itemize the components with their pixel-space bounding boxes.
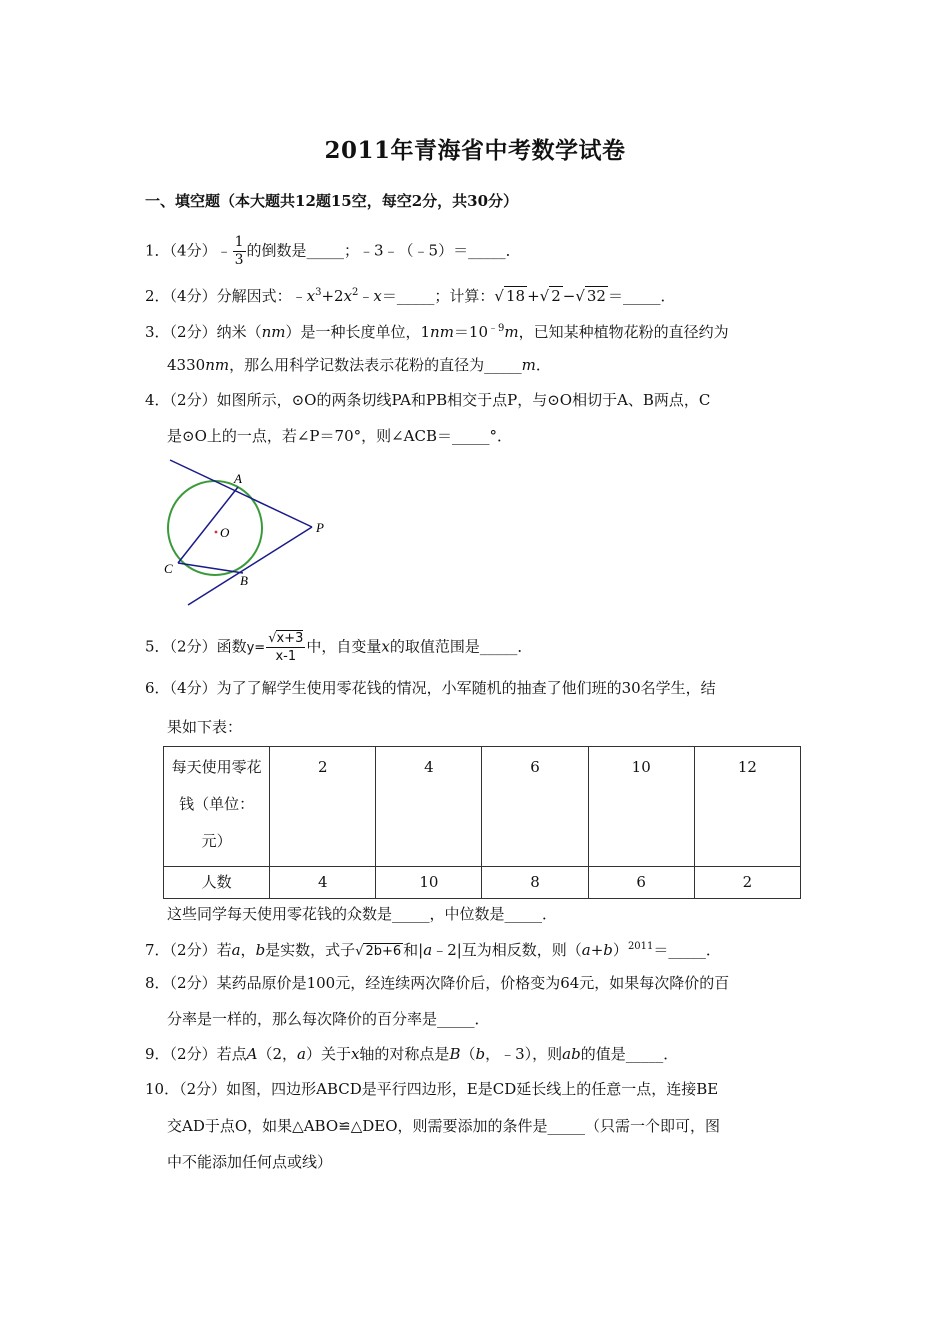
tangent-line-pb (188, 527, 312, 605)
table-cell: 2 (694, 867, 800, 899)
tangent-circle-figure (160, 455, 340, 610)
table-row-money (164, 747, 801, 867)
label-p: P (316, 520, 324, 535)
chord-cb (178, 563, 243, 573)
page-title: 2011年青海省中考数学试卷 (324, 137, 626, 164)
question-3-line-2: 4330nm，那么用科学记数法表示花粉的直径为_____m． (167, 356, 551, 374)
pocket-money-table (163, 746, 801, 899)
fraction-one-third: $\frac{1}{3}$ (234, 234, 244, 268)
table-cell: 4 (270, 867, 376, 899)
table-cell: 8 (482, 867, 588, 899)
question-10: 10．（2分）如图，四边形ABCD是平行四边形，E是CD延长线上的任意一点，连接BE (145, 1080, 719, 1098)
label-o: O (220, 525, 230, 540)
table-cell: 6 (482, 747, 588, 867)
table-cell: 4 (376, 747, 482, 867)
question-8-line-2: 分率是一样的，那么每次降价的百分率是_____． (167, 1010, 490, 1028)
table-cell: 10 (588, 747, 694, 867)
sqrt-32: √ 32 (575, 287, 606, 305)
sqrt-18: √ 18 (494, 287, 526, 305)
circle-o (168, 481, 262, 575)
label-a: A (234, 471, 242, 486)
table-cell: 10 (376, 867, 482, 899)
question-7: 7．（2分）若a，b是实数，式子√ 2b+6 和|a﹣2|互为相反数，则$(a+b)^{2011}=\_\_\_\_\_$． (145, 937, 721, 962)
question-1: 1．（4分）﹣ $\frac{1}{3}$ 的倒数是_____；﹣3﹣（﹣5）＝_____． (145, 234, 521, 268)
table-header-money: 每天使用零花 钱（单位： 元） (164, 747, 270, 867)
center-point-o (215, 531, 218, 534)
function-fraction: $\frac{√x+3}{x-1}$ (268, 631, 304, 664)
table-row-count (164, 867, 801, 899)
question-10-line-3: 中不能添加任何点或线） (167, 1153, 333, 1171)
question-6: 6．（4分）为了了解学生使用零花钱的情况，小军随机的抽查了他们班的30名学生，结 (145, 679, 716, 697)
table-cell: 12 (694, 747, 800, 867)
label-c: C (164, 561, 173, 576)
question-4-line-2: 是⊙O上的一点，若∠P＝70°，则∠ACB＝_____°． (167, 427, 513, 445)
label-b: B (240, 573, 248, 588)
question-6-after-table: 这些同学每天使用零花钱的众数是_____，中位数是_____． (167, 905, 558, 923)
question-6-line-2: 果如下表： (167, 718, 243, 736)
question-5: 5．（2分）函数y= $\frac{√x+3}{x-1}$ 中，自变量x的取值范围是_____． (145, 631, 533, 664)
section-heading: 一、填空题（本大题共12题15空，每空2分，共30分） (145, 192, 519, 210)
table-cell: 2 (270, 747, 376, 867)
sqrt-2b-plus-6: √ 2b+6 (355, 944, 402, 959)
table-cell: 6 (588, 867, 694, 899)
question-3: 3．（2分）纳米（nm）是一种长度单位，$1nm=10^{﹣9}m$，已知某种植物花粉的直径约为 (145, 323, 729, 341)
question-9: 9．（2分）若点A（2，a）关于x轴的对称点是B（b，﹣3），则ab的值是_____． (145, 1045, 679, 1063)
sqrt-2: √ 2 (539, 287, 561, 305)
table-header-count: 人数 (164, 867, 270, 899)
question-4: 4．（2分）如图所示，⊙O的两条切线PA和PB相交于点P，与⊙O相切于A、B两点，C (145, 391, 711, 409)
question-8: 8．（2分）某药品原价是100元，经连续两次降价后，价格变为64元，如果每次降价的百 (145, 974, 730, 992)
question-2: 2．（4分）分解因式：$﹣x^3+2x^2﹣x=\_\_\_\_\_$；计算：√ 18 +√ 2 −√ 32 ＝_____． (145, 287, 676, 305)
question-10-line-2: 交AD于点O，如果△ABO≌△DEO，则需要添加的条件是_____（只需一个即可，图 (167, 1117, 721, 1135)
